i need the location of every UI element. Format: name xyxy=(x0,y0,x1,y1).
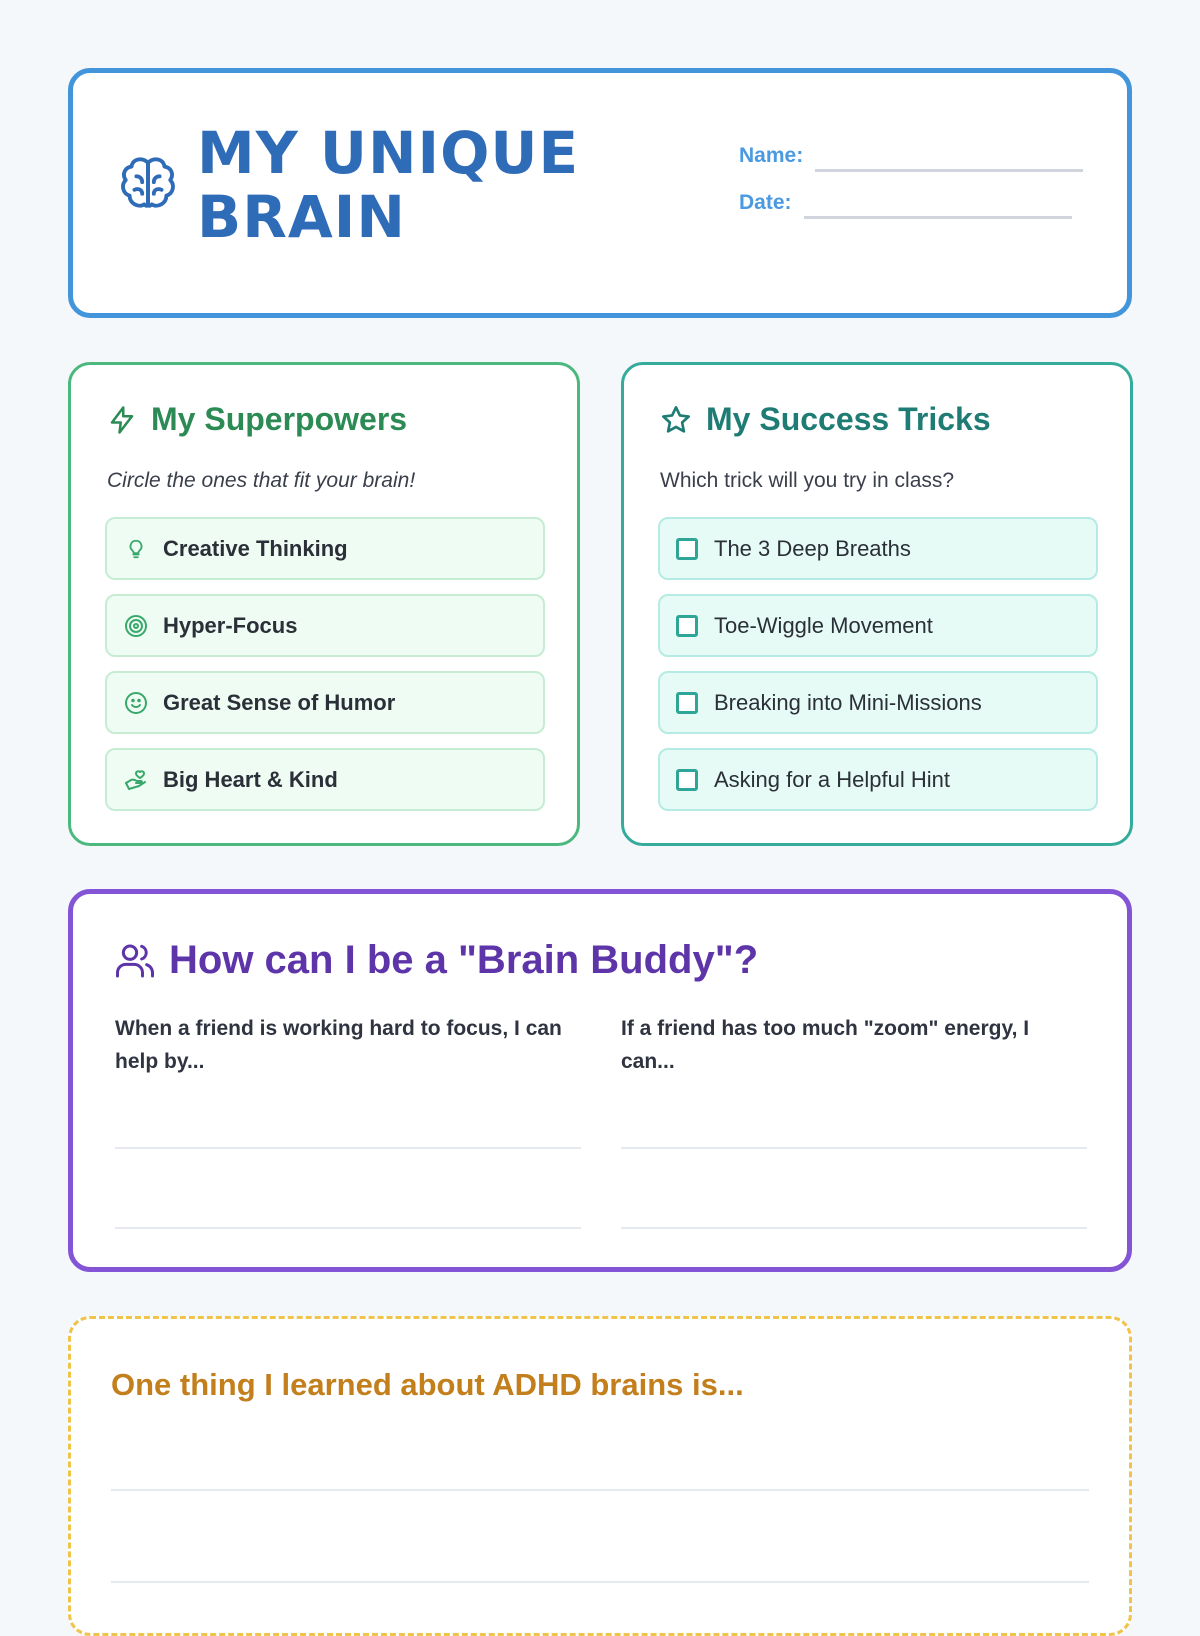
superpower-label: Big Heart & Kind xyxy=(163,766,338,792)
title-line-1: MY UNIQUE xyxy=(197,119,580,187)
tricks-heading xyxy=(660,401,991,438)
trick-item[interactable] xyxy=(658,748,1098,811)
checkbox[interactable] xyxy=(676,538,698,560)
writing-line[interactable] xyxy=(115,1147,581,1149)
trick-item[interactable] xyxy=(658,517,1098,580)
target-icon xyxy=(123,613,149,639)
learned-prompt: One thing I learned about ADHD brains is... xyxy=(111,1367,744,1402)
superpowers-title: My Superpowers xyxy=(151,401,408,437)
superpowers-heading xyxy=(107,401,407,438)
learned-card xyxy=(68,1316,1132,1636)
lightbulb-icon xyxy=(123,536,149,562)
superpowers-subtitle: Circle the ones that fit your brain! xyxy=(107,469,416,492)
success-tricks-card xyxy=(621,362,1133,846)
buddy-title: How can I be a "Brain Buddy"? xyxy=(169,938,759,982)
date-line[interactable] xyxy=(804,216,1072,219)
writing-line[interactable] xyxy=(621,1227,1087,1229)
trick-label: Asking for a Helpful Hint xyxy=(714,766,950,792)
checkbox[interactable] xyxy=(676,692,698,714)
writing-line[interactable] xyxy=(621,1147,1087,1149)
superpower-item[interactable] xyxy=(105,671,545,734)
smile-icon xyxy=(123,690,149,716)
header-card xyxy=(68,68,1132,318)
superpower-item[interactable] xyxy=(105,517,545,580)
trick-label: Toe-Wiggle Movement xyxy=(714,612,933,638)
superpower-item[interactable] xyxy=(105,748,545,811)
trick-label: The 3 Deep Breaths xyxy=(714,535,911,561)
star-icon xyxy=(660,404,692,436)
hand-heart-icon xyxy=(123,767,149,793)
tricks-title: My Success Tricks xyxy=(706,401,991,437)
checkbox[interactable] xyxy=(676,769,698,791)
superpower-label: Creative Thinking xyxy=(163,535,348,561)
prompt-zoom: If a friend has too much "zoom" energy, I can... xyxy=(621,1017,1030,1073)
date-field[interactable] xyxy=(739,191,1072,215)
writing-line[interactable] xyxy=(111,1581,1089,1583)
date-label: Date: xyxy=(739,191,792,214)
superpowers-list xyxy=(105,517,545,825)
name-field[interactable] xyxy=(739,144,1083,168)
title-line-2: BRAIN xyxy=(197,183,406,251)
writing-line[interactable] xyxy=(115,1227,581,1229)
trick-label: Breaking into Mini-Missions xyxy=(714,689,982,715)
name-label: Name: xyxy=(739,144,804,167)
prompt-focus: When a friend is working hard to focus, I can help by... xyxy=(115,1017,562,1073)
superpowers-card xyxy=(68,362,580,846)
superpower-item[interactable] xyxy=(105,594,545,657)
users-icon xyxy=(115,941,155,981)
tricks-subtitle: Which trick will you try in class? xyxy=(660,469,955,492)
brain-icon xyxy=(117,153,179,215)
trick-item[interactable] xyxy=(658,594,1098,657)
page-title xyxy=(197,121,579,249)
name-line[interactable] xyxy=(815,169,1083,172)
trick-item[interactable] xyxy=(658,671,1098,734)
buddy-heading xyxy=(115,938,758,983)
checkbox[interactable] xyxy=(676,615,698,637)
brain-buddy-card xyxy=(68,889,1132,1272)
writing-line[interactable] xyxy=(111,1489,1089,1491)
superpower-label: Hyper-Focus xyxy=(163,612,298,638)
superpower-label: Great Sense of Humor xyxy=(163,689,396,715)
tricks-list xyxy=(658,517,1098,825)
lightning-icon xyxy=(107,405,137,435)
